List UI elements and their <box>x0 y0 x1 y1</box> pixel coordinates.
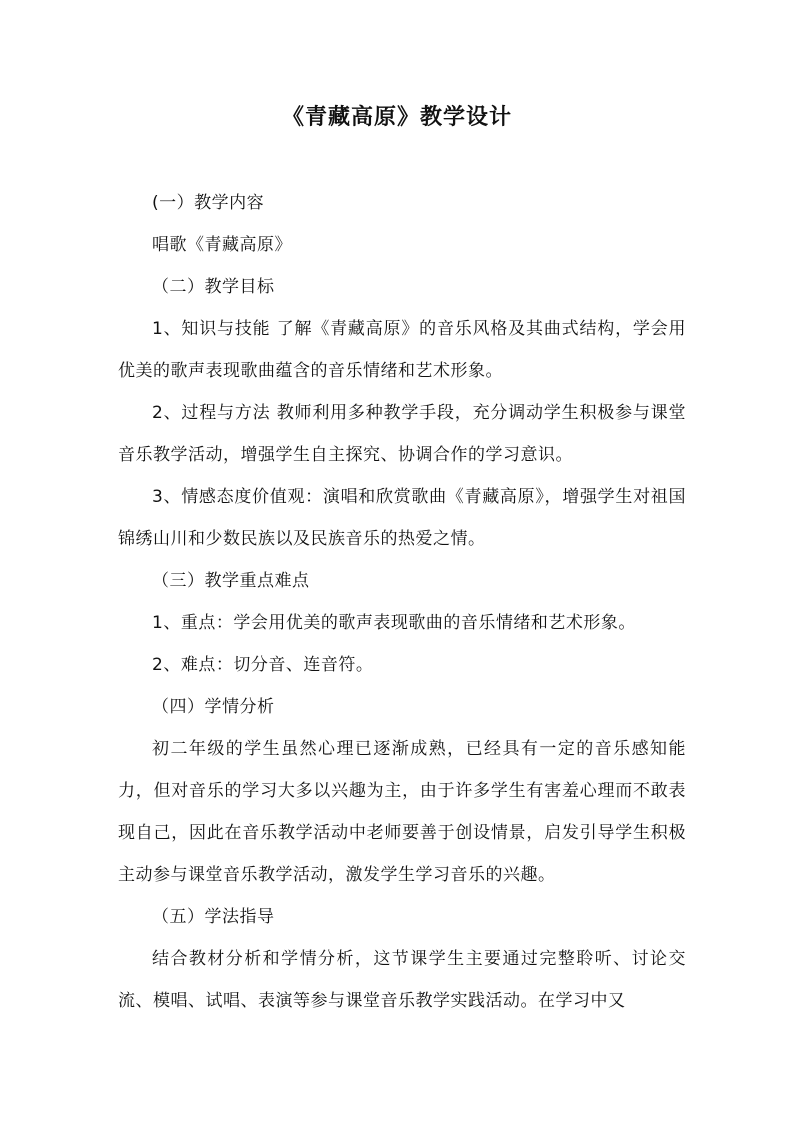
document-title: 《青藏高原》教学设计 <box>281 105 512 130</box>
paragraph-song: 唱歌《青藏高原》 <box>152 235 292 255</box>
paragraph-key-point: 1、重点：学会用优美的歌声表现歌曲的音乐情绪和艺术形象。 <box>152 613 636 633</box>
section-heading-learner-analysis: （四）学情分析 <box>152 697 275 717</box>
paragraph-study-guidance: 结合教材分析和学情分析，这节课学生主要通过完整聆听、讨论交流、模唱、试唱、表演等参与课堂音乐教学实践活动。在学习中又 <box>118 949 686 1011</box>
section-heading-study-guidance: （五）学法指导 <box>152 907 275 927</box>
section-heading-key-points: （三）教学重点难点 <box>152 571 310 591</box>
paragraph-goal-knowledge: 1、知识与技能 了解《青藏高原》的音乐风格及其曲式结构，学会用优美的歌声表现歌曲蕴含的音乐情绪和艺术形象。 <box>118 319 686 381</box>
paragraph-goal-process: 2、过程与方法 教师利用多种教学手段，充分调动学生积极参与课堂音乐教学活动，增强学生自主探究、协调合作的学习意识。 <box>118 403 686 465</box>
paragraph-goal-emotion: 3、情感态度价值观：演唱和欣赏歌曲《青藏高原》，增强学生对祖国锦绣山川和少数民族以及民族音乐的热爱之情。 <box>118 487 686 549</box>
document-body <box>118 182 686 1022</box>
section-heading-goals: （二）教学目标 <box>152 277 275 297</box>
paragraph-learner-analysis: 初二年级的学生虽然心理已逐渐成熟，已经具有一定的音乐感知能力，但对音乐的学习大多以兴趣为主，由于许多学生有害羞心理而不敢表现自己，因此在音乐教学活动中老师要善于创设情景，启发引导学生积极主动参与课堂音乐教学活动，激发学生学习音乐的兴趣。 <box>118 739 686 885</box>
section-heading-content: (一）教学内容 <box>152 193 265 213</box>
paragraph-difficulty: 2、难点：切分音、连音符。 <box>152 655 374 675</box>
